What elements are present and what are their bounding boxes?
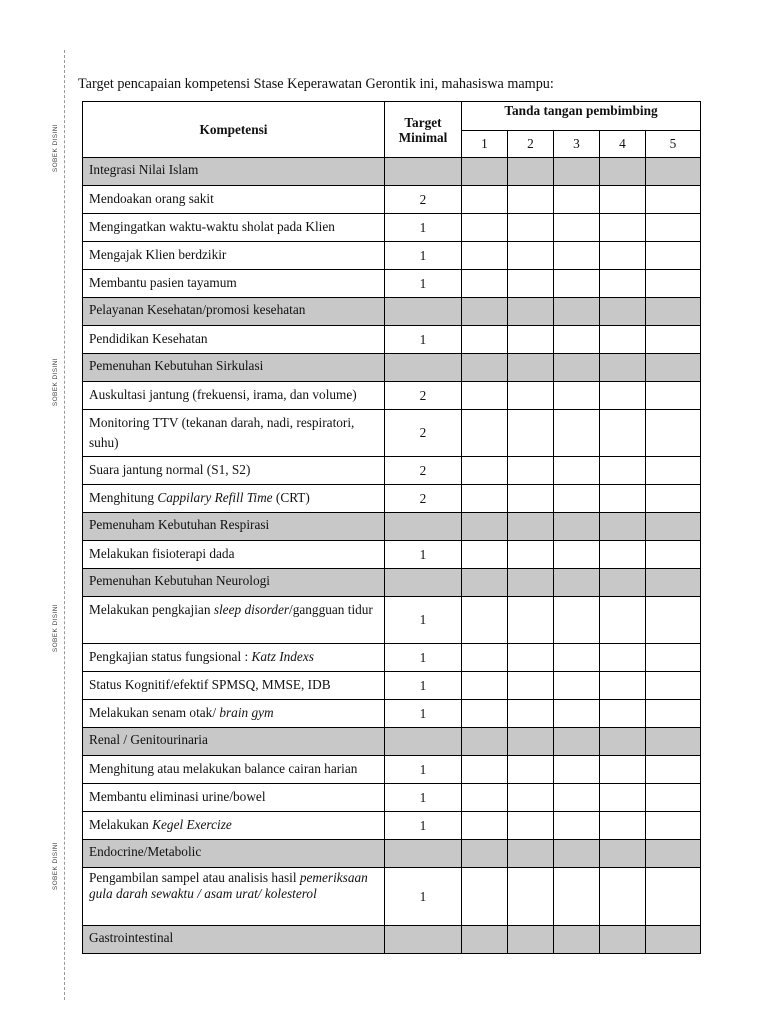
signature-cell-4[interactable]: [600, 326, 646, 354]
signature-col-3: 3: [554, 131, 600, 158]
target-value: 1: [385, 812, 462, 840]
table-row: [83, 784, 701, 812]
target-value: 1: [385, 541, 462, 569]
table-row: [83, 756, 701, 784]
signature-cell-1[interactable]: [462, 354, 508, 382]
signature-cell-1[interactable]: [462, 812, 508, 840]
target-value: 2: [385, 485, 462, 513]
table-row: [83, 644, 701, 672]
signature-cell-4[interactable]: [600, 513, 646, 541]
signature-cell-1[interactable]: [462, 597, 508, 644]
category-label: Integrasi Nilai Islam: [83, 158, 385, 186]
competency-label: Melakukan fisioterapi dada: [83, 541, 385, 569]
side-label-top: SOBEK DISINI: [52, 124, 59, 173]
signature-cell-4[interactable]: [600, 597, 646, 644]
signature-cell-3[interactable]: [554, 756, 600, 784]
competency-label-part: Menghitung: [89, 490, 158, 505]
signature-cell-1[interactable]: [462, 700, 508, 728]
signature-cell-5[interactable]: [646, 410, 701, 457]
signature-cell-4[interactable]: [600, 926, 646, 954]
signature-cell-5[interactable]: [646, 644, 701, 672]
signature-cell-4[interactable]: [600, 868, 646, 926]
signature-cell-1[interactable]: [462, 270, 508, 298]
category-row: [83, 298, 701, 326]
signature-cell-1[interactable]: [462, 410, 508, 457]
signature-cell-3[interactable]: [554, 410, 600, 457]
signature-cell-4[interactable]: [600, 214, 646, 242]
category-row: [83, 158, 701, 186]
signature-cell-1[interactable]: [462, 569, 508, 597]
signature-cell-5[interactable]: [646, 812, 701, 840]
table-body: [83, 158, 701, 954]
signature-cell-5[interactable]: [646, 840, 701, 868]
category-label: Gastrointestinal: [83, 926, 385, 954]
side-label-3: SOBEK DISINI: [52, 604, 59, 653]
signature-cell-1[interactable]: [462, 298, 508, 326]
table-row: [83, 812, 701, 840]
signature-cell-4[interactable]: [600, 700, 646, 728]
competency-label: [83, 597, 385, 644]
target-value: [385, 354, 462, 382]
header-target: [385, 102, 462, 158]
target-value: [385, 513, 462, 541]
signature-cell-1[interactable]: [462, 644, 508, 672]
signature-cell-4[interactable]: [600, 644, 646, 672]
target-value: 1: [385, 597, 462, 644]
table-row: [83, 382, 701, 410]
signature-cell-4[interactable]: [600, 728, 646, 756]
signature-cell-3[interactable]: [554, 728, 600, 756]
target-value: 2: [385, 410, 462, 457]
signature-cell-1[interactable]: [462, 926, 508, 954]
category-row: [83, 926, 701, 954]
signature-cell-4[interactable]: [600, 410, 646, 457]
signature-cell-2[interactable]: [508, 672, 554, 700]
competency-table: [82, 101, 701, 954]
competency-label: [83, 485, 385, 513]
competency-label: Mendoakan orang sakit: [83, 186, 385, 214]
signature-cell-5[interactable]: [646, 354, 701, 382]
signature-cell-2[interactable]: [508, 270, 554, 298]
target-value: 1: [385, 784, 462, 812]
signature-cell-3[interactable]: [554, 597, 600, 644]
signature-cell-1[interactable]: [462, 756, 508, 784]
signature-cell-2[interactable]: [508, 410, 554, 457]
target-value: 1: [385, 756, 462, 784]
signature-cell-4[interactable]: [600, 756, 646, 784]
signature-cell-3[interactable]: [554, 457, 600, 485]
tear-line: [64, 50, 65, 1000]
signature-cell-3[interactable]: [554, 242, 600, 270]
category-label: Pemenuham Kebutuhan Respirasi: [83, 513, 385, 541]
signature-cell-5[interactable]: [646, 541, 701, 569]
signature-cell-5[interactable]: [646, 158, 701, 186]
signature-cell-5[interactable]: [646, 298, 701, 326]
category-label: Pemenuhan Kebutuhan Sirkulasi: [83, 354, 385, 382]
competency-label: [83, 644, 385, 672]
signature-col-1: 1: [462, 131, 508, 158]
signature-cell-2[interactable]: [508, 382, 554, 410]
signature-cell-2[interactable]: [508, 242, 554, 270]
signature-cell-3[interactable]: [554, 513, 600, 541]
signature-cell-2[interactable]: [508, 597, 554, 644]
category-label: Pelayanan Kesehatan/promosi kesehatan: [83, 298, 385, 326]
target-value: 2: [385, 457, 462, 485]
signature-cell-1[interactable]: [462, 784, 508, 812]
signature-cell-4[interactable]: [600, 270, 646, 298]
signature-cell-3[interactable]: [554, 868, 600, 926]
signature-cell-4[interactable]: [600, 485, 646, 513]
category-row: [83, 513, 701, 541]
target-value: 2: [385, 186, 462, 214]
signature-col-2: 2: [508, 131, 554, 158]
signature-cell-2[interactable]: [508, 784, 554, 812]
category-label: Pemenuhan Kebutuhan Neurologi: [83, 569, 385, 597]
signature-cell-2[interactable]: [508, 513, 554, 541]
table-row: [83, 457, 701, 485]
signature-cell-5[interactable]: [646, 926, 701, 954]
target-value: 1: [385, 214, 462, 242]
target-value: 1: [385, 672, 462, 700]
signature-cell-2[interactable]: [508, 868, 554, 926]
competency-label: Menghitung atau melakukan balance cairan harian: [83, 756, 385, 784]
signature-cell-4[interactable]: [600, 298, 646, 326]
target-value: [385, 158, 462, 186]
header-target-line1: Target: [404, 114, 442, 130]
competency-label-part: Melakukan pengkajian: [89, 602, 214, 617]
signature-cell-5[interactable]: [646, 270, 701, 298]
signature-cell-1[interactable]: [462, 457, 508, 485]
signature-cell-3[interactable]: [554, 326, 600, 354]
target-value: 1: [385, 644, 462, 672]
competency-label-italic: Cappilary Refill Time: [157, 490, 273, 505]
competency-label-part: (CRT): [272, 490, 310, 505]
signature-cell-1[interactable]: [462, 728, 508, 756]
signature-cell-5[interactable]: [646, 513, 701, 541]
competency-label: Auskultasi jantung (frekuensi, irama, dan volume): [83, 382, 385, 410]
competency-label: Status Kognitif/efektif SPMSQ, MMSE, IDB: [83, 672, 385, 700]
signature-cell-2[interactable]: [508, 354, 554, 382]
competency-label: Monitoring TTV (tekanan darah, nadi, respiratori, suhu): [83, 410, 385, 457]
signature-cell-3[interactable]: [554, 569, 600, 597]
signature-cell-3[interactable]: [554, 541, 600, 569]
category-row: [83, 354, 701, 382]
competency-label-italic: brain gym: [219, 705, 274, 720]
signature-cell-1[interactable]: [462, 326, 508, 354]
target-value: 1: [385, 270, 462, 298]
signature-cell-2[interactable]: [508, 728, 554, 756]
table-row: [83, 700, 701, 728]
intro-text: Target pencapaian kompetensi Stase Keperawatan Gerontik ini, mahasiswa mampu:: [78, 76, 554, 92]
table-row: [83, 410, 701, 457]
competency-label-italic: pemeriksaan gula darah sewaktu / asam urat/ kolesterol: [89, 870, 368, 901]
competency-label-part: /gangguan tidur: [289, 602, 373, 617]
target-value: [385, 298, 462, 326]
signature-cell-2[interactable]: [508, 569, 554, 597]
table-row: [83, 270, 701, 298]
signature-cell-2[interactable]: [508, 840, 554, 868]
header-tanda-tangan: Tanda tangan pembimbing: [462, 102, 701, 131]
table-row: [83, 541, 701, 569]
signature-cell-1[interactable]: [462, 541, 508, 569]
signature-cell-2[interactable]: [508, 644, 554, 672]
signature-cell-2[interactable]: [508, 186, 554, 214]
target-value: 1: [385, 868, 462, 926]
competency-label: [83, 812, 385, 840]
signature-cell-2[interactable]: [508, 298, 554, 326]
signature-cell-5[interactable]: [646, 868, 701, 926]
signature-cell-3[interactable]: [554, 700, 600, 728]
target-value: 1: [385, 700, 462, 728]
signature-cell-3[interactable]: [554, 270, 600, 298]
signature-cell-3[interactable]: [554, 485, 600, 513]
signature-cell-2[interactable]: [508, 756, 554, 784]
signature-cell-5[interactable]: [646, 569, 701, 597]
signature-cell-3[interactable]: [554, 644, 600, 672]
signature-cell-3[interactable]: [554, 840, 600, 868]
signature-cell-3[interactable]: [554, 382, 600, 410]
signature-cell-1[interactable]: [462, 242, 508, 270]
signature-col-4: 4: [600, 131, 646, 158]
signature-cell-4[interactable]: [600, 186, 646, 214]
side-label-bottom: SOBEK DISINI: [52, 842, 59, 891]
table-row: [83, 868, 701, 926]
signature-cell-1[interactable]: [462, 868, 508, 926]
signature-cell-1[interactable]: [462, 513, 508, 541]
signature-cell-2[interactable]: [508, 326, 554, 354]
competency-label: Mengajak Klien berdzikir: [83, 242, 385, 270]
signature-cell-1[interactable]: [462, 214, 508, 242]
signature-cell-5[interactable]: [646, 326, 701, 354]
competency-label-italic: sleep disorder: [213, 602, 290, 617]
signature-cell-1[interactable]: [462, 840, 508, 868]
target-value: [385, 728, 462, 756]
competency-label: [83, 868, 385, 926]
signature-col-5: 5: [646, 131, 701, 158]
competency-label-part: Melakukan: [89, 817, 153, 832]
signature-cell-3[interactable]: [554, 298, 600, 326]
signature-cell-1[interactable]: [462, 485, 508, 513]
signature-cell-3[interactable]: [554, 186, 600, 214]
signature-cell-4[interactable]: [600, 812, 646, 840]
header-target-line2: Minimal: [398, 129, 448, 145]
competency-label: Membantu eliminasi urine/bowel: [83, 784, 385, 812]
signature-cell-5[interactable]: [646, 214, 701, 242]
signature-cell-2[interactable]: [508, 700, 554, 728]
target-value: [385, 569, 462, 597]
signature-cell-5[interactable]: [646, 382, 701, 410]
target-value: 2: [385, 382, 462, 410]
table-row: [83, 242, 701, 270]
competency-label: Suara jantung normal (S1, S2): [83, 457, 385, 485]
signature-cell-2[interactable]: [508, 541, 554, 569]
signature-cell-3[interactable]: [554, 672, 600, 700]
side-label-2: SOBEK DISINI: [52, 358, 59, 407]
category-row: [83, 569, 701, 597]
signature-cell-4[interactable]: [600, 457, 646, 485]
signature-cell-2[interactable]: [508, 926, 554, 954]
table-row: [83, 186, 701, 214]
signature-cell-5[interactable]: [646, 728, 701, 756]
target-value: 1: [385, 326, 462, 354]
competency-label-part: Pengkajian status fungsional :: [89, 649, 252, 664]
competency-label: [83, 700, 385, 728]
signature-cell-4[interactable]: [600, 672, 646, 700]
competency-label-part: Melakukan senam otak/: [89, 705, 220, 720]
signature-cell-1[interactable]: [462, 158, 508, 186]
competency-label: Mengingatkan waktu-waktu sholat pada Klien: [83, 214, 385, 242]
signature-cell-5[interactable]: [646, 242, 701, 270]
table-row: [83, 597, 701, 644]
signature-cell-5[interactable]: [646, 756, 701, 784]
table-row: [83, 672, 701, 700]
signature-cell-4[interactable]: [600, 784, 646, 812]
signature-cell-4[interactable]: [600, 242, 646, 270]
signature-cell-1[interactable]: [462, 382, 508, 410]
signature-cell-4[interactable]: [600, 541, 646, 569]
table-row: [83, 214, 701, 242]
header-kompetensi: Kompetensi: [83, 102, 385, 158]
competency-label-italic: Katz Indexs: [251, 649, 314, 664]
signature-cell-3[interactable]: [554, 158, 600, 186]
signature-cell-4[interactable]: [600, 382, 646, 410]
signature-cell-1[interactable]: [462, 672, 508, 700]
competency-label: Pendidikan Kesehatan: [83, 326, 385, 354]
signature-cell-4[interactable]: [600, 840, 646, 868]
signature-cell-3[interactable]: [554, 812, 600, 840]
competency-label-italic: Kegel Exercize: [152, 817, 232, 832]
signature-cell-3[interactable]: [554, 354, 600, 382]
signature-cell-2[interactable]: [508, 457, 554, 485]
table-row: [83, 485, 701, 513]
signature-cell-2[interactable]: [508, 158, 554, 186]
target-value: [385, 840, 462, 868]
signature-cell-3[interactable]: [554, 214, 600, 242]
category-label: Renal / Genitourinaria: [83, 728, 385, 756]
target-value: 1: [385, 242, 462, 270]
table-row: [83, 326, 701, 354]
signature-cell-4[interactable]: [600, 569, 646, 597]
signature-cell-3[interactable]: [554, 926, 600, 954]
signature-cell-2[interactable]: [508, 485, 554, 513]
signature-cell-1[interactable]: [462, 186, 508, 214]
signature-cell-3[interactable]: [554, 784, 600, 812]
signature-cell-5[interactable]: [646, 186, 701, 214]
signature-cell-5[interactable]: [646, 485, 701, 513]
signature-cell-5[interactable]: [646, 672, 701, 700]
signature-cell-2[interactable]: [508, 812, 554, 840]
signature-cell-5[interactable]: [646, 784, 701, 812]
competency-label: Membantu pasien tayamum: [83, 270, 385, 298]
signature-cell-5[interactable]: [646, 597, 701, 644]
signature-cell-5[interactable]: [646, 700, 701, 728]
signature-cell-4[interactable]: [600, 158, 646, 186]
category-row: [83, 840, 701, 868]
signature-cell-5[interactable]: [646, 457, 701, 485]
category-row: [83, 728, 701, 756]
signature-cell-2[interactable]: [508, 214, 554, 242]
signature-cell-4[interactable]: [600, 354, 646, 382]
target-value: [385, 926, 462, 954]
competency-label-part: Pengambilan sampel atau analisis hasil: [89, 870, 300, 885]
category-label: Endocrine/Metabolic: [83, 840, 385, 868]
